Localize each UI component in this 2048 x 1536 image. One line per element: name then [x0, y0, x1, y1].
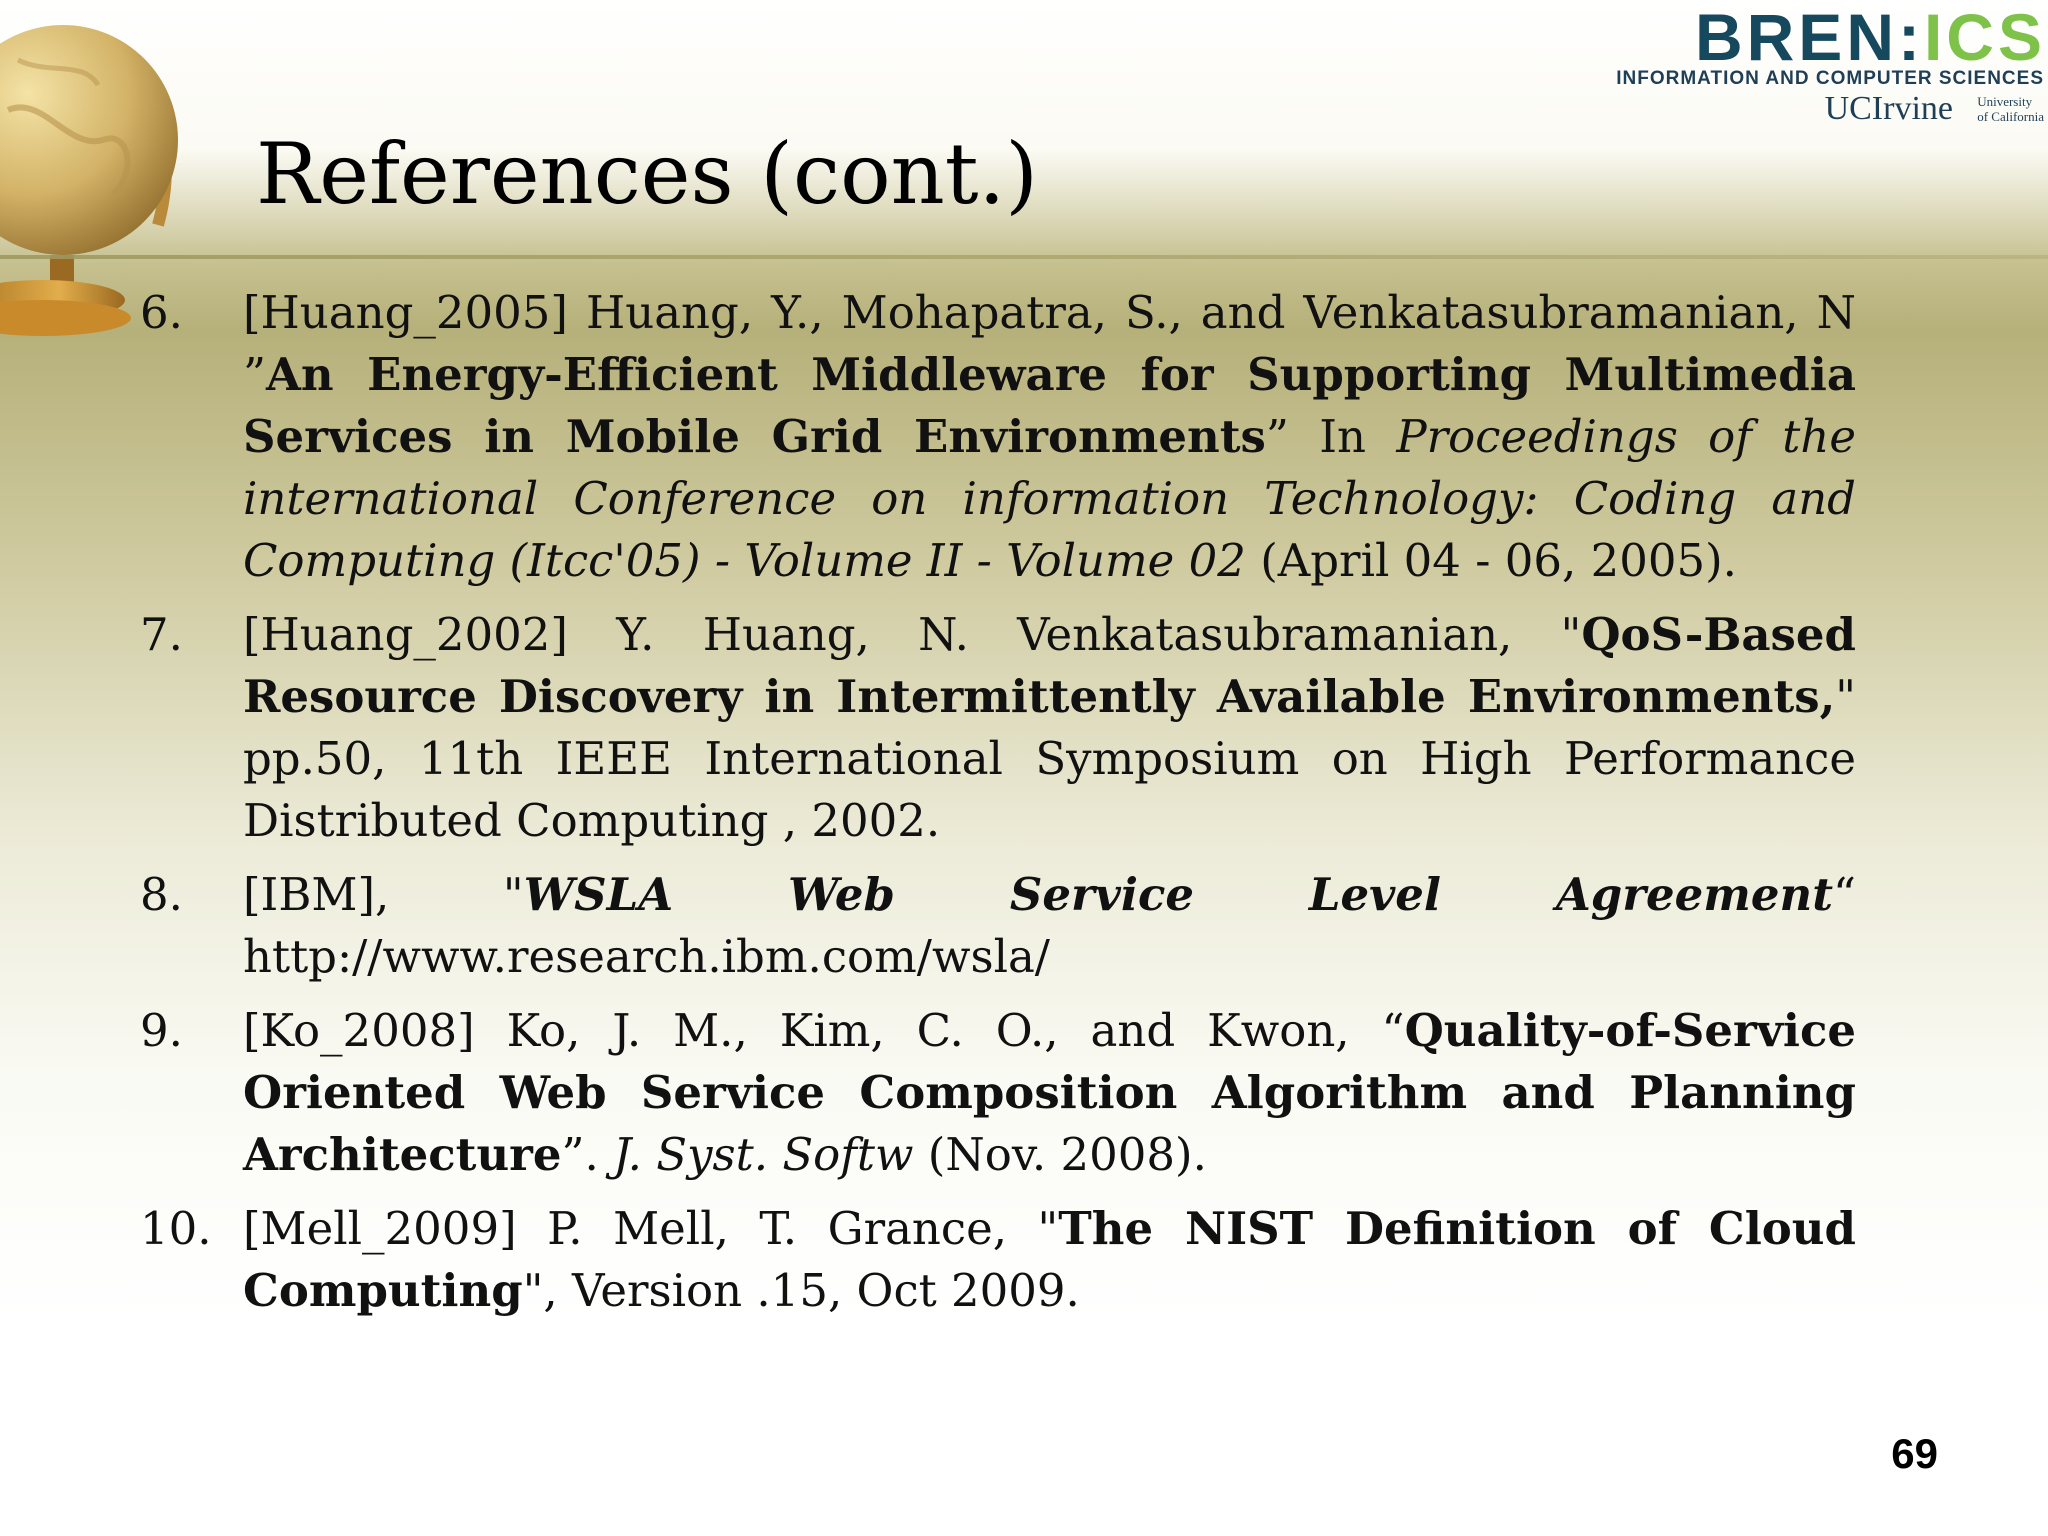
- reference-text: [Huang_2005] Huang, Y., Mohapatra, S., and Venkatasubramanian, N ”: [243, 286, 1856, 401]
- reference-number: 8.: [140, 868, 183, 921]
- logo-wordmark: [1694, 0, 2046, 74]
- reference-item-6: [140, 282, 1856, 592]
- logo-university: [1977, 94, 2044, 124]
- reference-text: [Ko_2008] Ko, J. M., Kim, C. O., and Kwon, “: [243, 1004, 1405, 1057]
- reference-text: [Huang_2002] Y. Huang, N. Venkatasubramanian, ": [243, 608, 1582, 661]
- reference-text: “ http://www.research.ibm.com/wsla/: [243, 868, 1856, 983]
- reference-text: [IBM], ": [243, 868, 524, 921]
- bren-ics-logo: [1508, 0, 2048, 129]
- reference-text: (Nov. 2008).: [913, 1128, 1207, 1181]
- reference-item-10: [140, 1198, 1856, 1322]
- reference-title: QoS-Based Resource Discovery in Intermittently Available Environments,: [243, 608, 1856, 723]
- reference-number: 6.: [140, 286, 183, 339]
- logo-subtitle: INFORMATION AND COMPUTER SCIENCES: [1616, 68, 2044, 89]
- logo-uc-irvine: UCIrvine: [1824, 90, 1953, 127]
- reference-title: An Energy-Efficient Middleware for Supporting Multimedia Services in Mobile Grid Environments: [243, 348, 1856, 463]
- reference-text: [Mell_2009] P. Mell, T. Grance, ": [243, 1202, 1059, 1255]
- reference-item-7: [140, 604, 1856, 852]
- slide-title: References (cont.): [256, 125, 1039, 223]
- logo-university-line2: of California: [1977, 109, 2044, 124]
- reference-item-8: [140, 864, 1856, 988]
- reference-number: 9.: [140, 1004, 183, 1057]
- logo-wordmark-ics: ICS: [1923, 0, 2046, 74]
- reference-number: 7.: [140, 608, 183, 661]
- reference-item-9: [140, 1000, 1856, 1186]
- reference-text: ", Version .15, Oct 2009.: [522, 1264, 1080, 1317]
- reference-venue: J. Syst. Softw: [613, 1128, 914, 1181]
- reference-text: (April 04 - 06, 2005).: [1245, 534, 1737, 587]
- reference-venue: Proceedings of the international Conference on information Technology: Coding and Computing (Itcc'05) - Volume II - Volume 02: [243, 410, 1856, 587]
- logo-wordmark-bren: BREN:: [1694, 0, 1924, 74]
- reference-title: Quality-of-Service Oriented Web Service Composition Algorithm and Planning Architecture: [243, 1004, 1856, 1181]
- logo-university-line1: University: [1977, 94, 2033, 109]
- reference-text: ” In: [1265, 410, 1397, 463]
- reference-number: 10.: [140, 1202, 212, 1255]
- reference-text: ”.: [561, 1128, 614, 1181]
- reference-text: " pp.50, 11th IEEE International Symposium on High Performance Distributed Computing , 2002.: [243, 670, 1856, 847]
- reference-title: WSLA Web Service Level Agreement: [523, 868, 1833, 921]
- reference-list: [140, 282, 1856, 1334]
- title-divider: [0, 255, 2048, 259]
- reference-title: The NIST Definition of Cloud Computing: [243, 1202, 1856, 1317]
- page-number: 69: [1891, 1430, 1938, 1477]
